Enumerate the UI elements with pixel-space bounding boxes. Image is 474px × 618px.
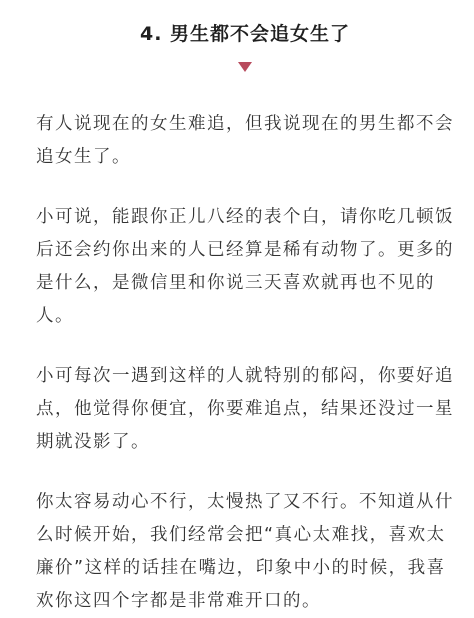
down-triangle-icon: [238, 62, 252, 72]
paragraph-1: 有人说现在的女生难追，但我说现在的男生都不会追女生了。: [36, 114, 454, 167]
paragraph-3: 小可每次一遇到这样的人就特别的郁闷，你要好追点，他觉得你便宜，你要难追点，结果还没过一星期就没影了。: [36, 366, 454, 452]
section-title: 4. 男生都不会追女生了: [139, 23, 351, 45]
paragraph-4: 你太容易动心不行，太慢热了又不行。不知道从什么时候开始，我们经常会把“真心太难找，喜欢太廉价”这样的话挂在嘴边，印象中小的时候，我喜欢你这四个字都是非常难开口的。: [36, 492, 454, 611]
paragraph-2: 小可说，能跟你正儿八经的表个白，请你吃几顿饭后还会约你出来的人已经算是稀有动物了。更多的是什么，是微信里和你说三天喜欢就再也不见的人。: [36, 207, 454, 326]
